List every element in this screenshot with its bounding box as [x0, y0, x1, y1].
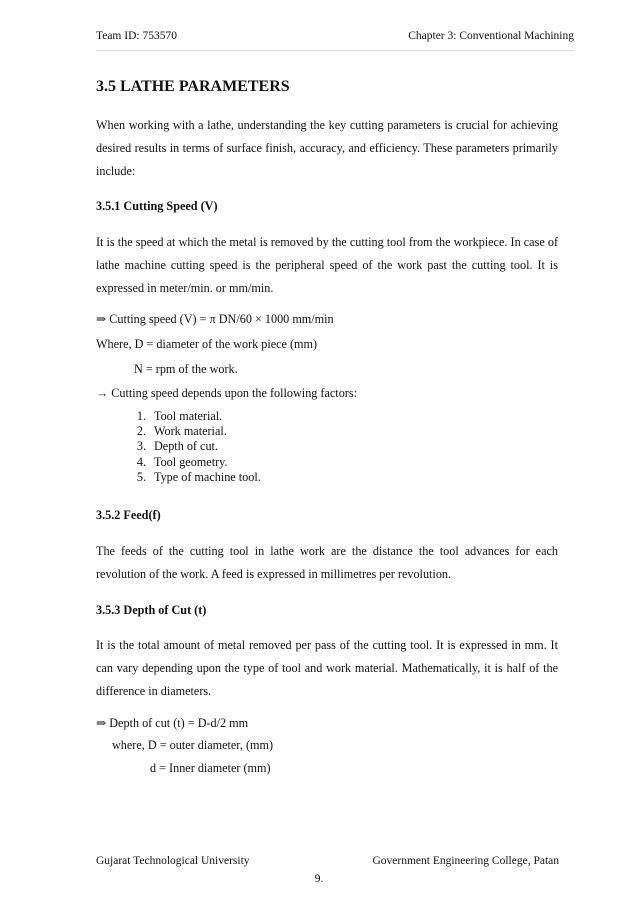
- team-id: Team ID: 753570: [96, 30, 177, 42]
- list-item: 4. Tool geometry.: [136, 454, 228, 469]
- list-item: 2. Work material.: [136, 424, 227, 439]
- where-outer-diameter: where, D = outer diameter, (mm): [112, 738, 274, 753]
- cutting-speed-title: 3.5.1 Cutting Speed (V): [96, 199, 218, 213]
- cutting-speed-formula: ⇒ Cutting speed (V) = π DN/60 × 1000 mm/min: [96, 312, 334, 326]
- where-inner-diameter: d = Inner diameter (mm): [150, 761, 271, 776]
- factors-intro: → Cutting speed depends upon the following factors:: [96, 386, 357, 400]
- feed-description: The feeds of the cutting tool in lathe work are the distance the tool advances for each revolution of the work. A feed is expressed in millimetres per revolution.: [96, 544, 558, 582]
- page-header: [96, 30, 574, 48]
- list-item: 3. Depth of cut.: [136, 439, 218, 454]
- chapter-title: Chapter 3: Conventional Machining: [408, 30, 574, 42]
- section-intro: When working with a lathe, understanding the key cutting parameters is crucial for achieving desired results in terms of surface finish, accuracy, and efficiency. These parameters primarily include:: [96, 118, 558, 178]
- page-footer: [96, 855, 559, 871]
- depth-of-cut-title: 3.5.3 Depth of Cut (t): [96, 603, 207, 618]
- section-title: 3.5 LATHE PARAMETERS: [96, 78, 290, 95]
- where-rpm: N = rpm of the work.: [134, 362, 238, 376]
- cutting-speed-description: It is the speed at which the metal is removed by the cutting tool from the workpiece. In case of lathe machine cutting speed is the peripheral speed of the work past the cutting tool. It is expressed in meter/min. or mm/min.: [96, 235, 558, 295]
- depth-of-cut-formula: ⇒ Depth of cut (t) = D-d/2 mm: [96, 716, 249, 731]
- college-name: Government Engineering College, Patan: [372, 855, 559, 867]
- factors-list: [96, 409, 558, 485]
- main-content: [96, 76, 558, 778]
- list-item: 5. Type of machine tool.: [136, 469, 261, 484]
- university-name: Gujarat Technological University: [96, 855, 250, 867]
- feed-title: 3.5.2 Feed(f): [96, 508, 161, 523]
- list-item: 1. Tool material.: [136, 409, 223, 423]
- depth-of-cut-description: It is the total amount of metal removed per pass of the cutting tool. It is expressed in mm. It can vary depending upon the type of tool and work material. Mathematically, it is half of the difference in diameters.: [96, 638, 558, 699]
- page-number: 9.: [314, 873, 324, 885]
- header-divider: [96, 50, 574, 51]
- where-diameter: Where, D = diameter of the work piece (mm): [96, 337, 318, 351]
